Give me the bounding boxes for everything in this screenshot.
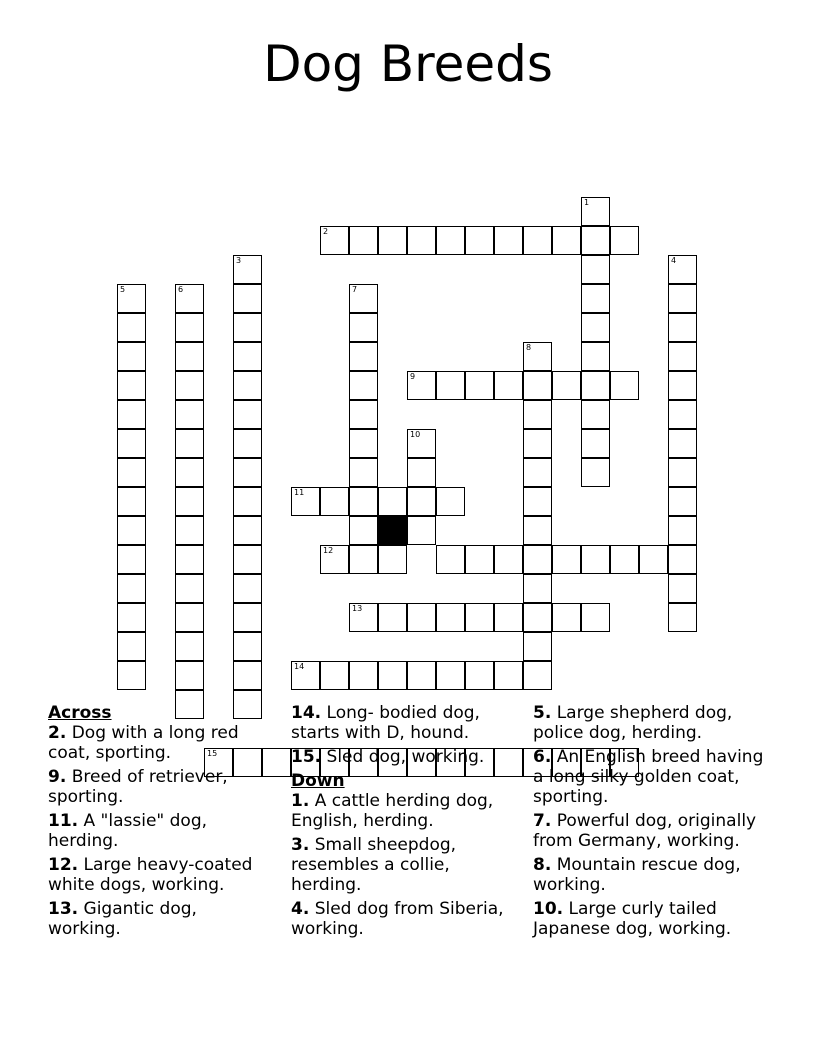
crossword-cell[interactable] xyxy=(436,371,465,400)
crossword-cell[interactable] xyxy=(668,255,697,284)
clue-number: 11 xyxy=(294,488,305,497)
clue-item xyxy=(533,855,773,895)
crossword-cell[interactable] xyxy=(465,545,494,574)
clue-number-label: 8. xyxy=(533,855,552,875)
clue-number-label: 12. xyxy=(48,855,79,875)
crossword-cell[interactable] xyxy=(349,458,378,487)
crossword-cell[interactable] xyxy=(668,458,697,487)
crossword-cell[interactable] xyxy=(349,661,378,690)
crossword-cell[interactable] xyxy=(523,342,552,371)
clue-item xyxy=(291,835,516,895)
crossword-cell[interactable] xyxy=(552,226,581,255)
clue-text: Breed of retriever, sporting. xyxy=(48,767,228,807)
crossword-cell[interactable] xyxy=(639,545,668,574)
crossword-cell[interactable] xyxy=(349,284,378,313)
crossword-cell[interactable] xyxy=(407,429,436,458)
crossword-cell[interactable] xyxy=(233,516,262,545)
crossword-cell[interactable] xyxy=(668,284,697,313)
crossword-cell[interactable] xyxy=(349,516,378,545)
crossword-cell[interactable] xyxy=(668,574,697,603)
crossword-cell[interactable] xyxy=(523,487,552,516)
down-clues-list xyxy=(291,791,516,939)
crossword-cell[interactable] xyxy=(175,313,204,342)
crossword-cell[interactable] xyxy=(581,429,610,458)
crossword-cell[interactable] xyxy=(436,603,465,632)
clue-text: Mountain rescue dog, working. xyxy=(533,855,741,895)
crossword-cell[interactable] xyxy=(552,371,581,400)
crossword-cell[interactable] xyxy=(610,226,639,255)
crossword-cell[interactable] xyxy=(436,487,465,516)
page-title: Dog Breeds xyxy=(263,35,553,93)
clue-item xyxy=(48,811,273,851)
crossword-cell[interactable] xyxy=(349,487,378,516)
crossword-cell[interactable] xyxy=(175,458,204,487)
crossword-cell[interactable] xyxy=(465,661,494,690)
clue-item xyxy=(291,791,516,831)
clue-text: Dog with a long red coat, sporting. xyxy=(48,723,239,763)
crossword-cell[interactable] xyxy=(349,226,378,255)
crossword-cell[interactable] xyxy=(436,661,465,690)
crossword-cell[interactable] xyxy=(320,487,349,516)
crossword-cell[interactable] xyxy=(233,371,262,400)
crossword-cell[interactable] xyxy=(523,516,552,545)
clue-number: 7 xyxy=(352,285,358,294)
crossword-cell[interactable] xyxy=(117,545,146,574)
crossword-cell[interactable] xyxy=(233,255,262,284)
clue-item xyxy=(48,855,273,895)
crossword-cell[interactable] xyxy=(378,487,407,516)
clue-item xyxy=(533,811,773,851)
crossword-cell[interactable] xyxy=(378,661,407,690)
clue-item xyxy=(291,703,516,743)
crossword-cell[interactable] xyxy=(668,545,697,574)
crossword-cell[interactable] xyxy=(320,661,349,690)
clue-number: 12 xyxy=(323,546,334,555)
crossword-cell[interactable] xyxy=(233,400,262,429)
crossword-cell[interactable] xyxy=(378,545,407,574)
clue-number: 6 xyxy=(178,285,184,294)
clue-number: 13 xyxy=(352,604,363,613)
crossword-cell[interactable] xyxy=(581,197,610,226)
crossword-cell[interactable] xyxy=(668,313,697,342)
crossword-cell[interactable] xyxy=(494,545,523,574)
crossword-cell[interactable] xyxy=(349,342,378,371)
crossword-cell[interactable] xyxy=(494,371,523,400)
clue-number-label: 10. xyxy=(533,899,564,919)
crossword-cell[interactable] xyxy=(465,603,494,632)
clue-text: Gigantic dog, working. xyxy=(48,899,197,939)
clue-number-label: 5. xyxy=(533,703,552,723)
crossword-cell[interactable] xyxy=(668,516,697,545)
clue-text: A "lassie" dog, herding. xyxy=(48,811,208,851)
crossword-cell[interactable] xyxy=(552,603,581,632)
clue-text: A cattle herding dog, English, herding. xyxy=(291,791,494,831)
crossword-cell[interactable] xyxy=(581,255,610,284)
crossword-cell[interactable] xyxy=(349,313,378,342)
crossword-cell[interactable] xyxy=(581,226,610,255)
clue-text: Small sheepdog, resembles a collie, herding. xyxy=(291,835,457,895)
crossword-cell[interactable] xyxy=(117,632,146,661)
crossword-cell[interactable] xyxy=(291,487,320,516)
crossword-cell[interactable] xyxy=(349,603,378,632)
clue-number-label: 3. xyxy=(291,835,310,855)
crossword-cell[interactable] xyxy=(117,487,146,516)
across-clues-list xyxy=(48,723,273,939)
crossword-cell[interactable] xyxy=(117,400,146,429)
crossword-cell[interactable] xyxy=(233,661,262,690)
crossword-cell[interactable] xyxy=(233,603,262,632)
crossword-cell[interactable] xyxy=(668,400,697,429)
crossword-cell[interactable] xyxy=(581,458,610,487)
clue-number-label: 9. xyxy=(48,767,67,787)
clue-text: Long- bodied dog, starts with D, hound. xyxy=(291,703,480,743)
crossword-cell[interactable] xyxy=(175,284,204,313)
crossword-cell[interactable] xyxy=(378,226,407,255)
crossword-cell[interactable] xyxy=(233,574,262,603)
crossword-cell[interactable] xyxy=(117,284,146,313)
crossword-cell[interactable] xyxy=(291,661,320,690)
crossword-cell[interactable] xyxy=(581,342,610,371)
clues-column-2 xyxy=(291,703,516,943)
clue-text: An English breed having a long silky golden coat, sporting. xyxy=(533,747,764,807)
clue-text: Large shepherd dog, police dog, herding. xyxy=(533,703,733,743)
clue-number-label: 4. xyxy=(291,899,310,919)
clue-number: 14 xyxy=(294,662,305,671)
crossword-cell[interactable] xyxy=(175,574,204,603)
crossword-cell[interactable] xyxy=(233,545,262,574)
crossword-cell[interactable] xyxy=(349,429,378,458)
clues-column-1 xyxy=(48,703,273,943)
crossword-cell[interactable] xyxy=(436,545,465,574)
crossword-cell[interactable] xyxy=(610,545,639,574)
clue-item xyxy=(48,767,273,807)
clue-text: Sled dog, working. xyxy=(321,747,485,767)
crossword-cell[interactable] xyxy=(610,371,639,400)
crossword-cell[interactable] xyxy=(233,429,262,458)
clue-item xyxy=(533,747,773,807)
crossword-cell[interactable] xyxy=(349,371,378,400)
crossword-cell[interactable] xyxy=(233,487,262,516)
crossword-cell[interactable] xyxy=(175,400,204,429)
crossword-cell[interactable] xyxy=(523,545,552,574)
crossword-cell[interactable] xyxy=(117,342,146,371)
crossword-cell[interactable] xyxy=(668,487,697,516)
clue-number: 4 xyxy=(671,256,677,265)
clue-item xyxy=(291,899,516,939)
crossword-cell[interactable] xyxy=(581,400,610,429)
crossword-cell[interactable] xyxy=(552,545,581,574)
crossword-cell[interactable] xyxy=(117,313,146,342)
crossword-cell[interactable] xyxy=(523,603,552,632)
crossword-cell[interactable] xyxy=(668,603,697,632)
down-clues-list-cont xyxy=(533,703,773,939)
crossword-cell[interactable] xyxy=(668,429,697,458)
crossword-cell[interactable] xyxy=(523,429,552,458)
crossword-cell[interactable] xyxy=(407,371,436,400)
clue-number-label: 6. xyxy=(533,747,552,767)
crossword-cell[interactable] xyxy=(523,226,552,255)
crossword-cell[interactable] xyxy=(523,632,552,661)
clue-number-label: 1. xyxy=(291,791,310,811)
crossword-cell[interactable] xyxy=(581,545,610,574)
crossword-cell[interactable] xyxy=(175,342,204,371)
clue-number-label: 15. xyxy=(291,747,322,767)
clue-number: 2 xyxy=(323,227,329,236)
clue-text: Powerful dog, originally from Germany, working. xyxy=(533,811,757,851)
crossword-cell[interactable] xyxy=(349,545,378,574)
crossword-cell[interactable] xyxy=(494,603,523,632)
crossword-cell[interactable] xyxy=(407,458,436,487)
clues-column-3 xyxy=(533,703,773,943)
crossword-cell[interactable] xyxy=(407,516,436,545)
crossword-cell[interactable] xyxy=(175,545,204,574)
crossword-cell[interactable] xyxy=(378,603,407,632)
crossword-cell[interactable] xyxy=(175,516,204,545)
crossword-cell[interactable] xyxy=(407,487,436,516)
crossword-cell[interactable] xyxy=(581,284,610,313)
clue-number-label: 2. xyxy=(48,723,67,743)
crossword-cell[interactable] xyxy=(407,603,436,632)
crossword-cell[interactable] xyxy=(581,603,610,632)
clue-number-label: 13. xyxy=(48,899,79,919)
crossword-cell[interactable] xyxy=(117,429,146,458)
crossword-cell[interactable] xyxy=(407,661,436,690)
crossword-cell[interactable] xyxy=(523,400,552,429)
black-square xyxy=(378,516,407,545)
crossword-cell[interactable] xyxy=(349,400,378,429)
crossword-cell[interactable] xyxy=(117,458,146,487)
crossword-cell[interactable] xyxy=(175,632,204,661)
clue-item xyxy=(533,703,773,743)
crossword-cell[interactable] xyxy=(581,313,610,342)
clue-text: Large heavy-coated white dogs, working. xyxy=(48,855,253,895)
crossword-cell[interactable] xyxy=(233,313,262,342)
crossword-cell[interactable] xyxy=(175,603,204,632)
crossword-cell[interactable] xyxy=(175,371,204,400)
crossword-cell[interactable] xyxy=(117,661,146,690)
crossword-cell[interactable] xyxy=(465,371,494,400)
clue-number: 9 xyxy=(410,372,416,381)
clue-item xyxy=(533,899,773,939)
crossword-cell[interactable] xyxy=(117,603,146,632)
crossword-cell[interactable] xyxy=(117,371,146,400)
down-heading: Down xyxy=(291,771,345,791)
across-clues-list-cont xyxy=(291,703,516,767)
clue-number-label: 14. xyxy=(291,703,322,723)
crossword-cell[interactable] xyxy=(320,226,349,255)
clue-number: 15 xyxy=(207,749,218,758)
clue-item xyxy=(48,899,273,939)
clue-item xyxy=(48,723,273,763)
clue-text: Sled dog from Siberia, working. xyxy=(291,899,504,939)
crossword-cell[interactable] xyxy=(233,632,262,661)
clue-item xyxy=(291,747,516,767)
crossword-cell[interactable] xyxy=(668,371,697,400)
crossword-cell[interactable] xyxy=(494,661,523,690)
crossword-cell[interactable] xyxy=(175,487,204,516)
crossword-cell[interactable] xyxy=(117,516,146,545)
clue-number: 3 xyxy=(236,256,242,265)
crossword-cell[interactable] xyxy=(523,661,552,690)
crossword-cell[interactable] xyxy=(175,661,204,690)
crossword-cell[interactable] xyxy=(175,429,204,458)
crossword-cell[interactable] xyxy=(320,545,349,574)
clue-number: 1 xyxy=(584,198,590,207)
crossword-cell[interactable] xyxy=(494,226,523,255)
clue-number-label: 11. xyxy=(48,811,79,831)
crossword-cell[interactable] xyxy=(233,342,262,371)
crossword-cell[interactable] xyxy=(668,342,697,371)
clue-number: 5 xyxy=(120,285,126,294)
crossword-cell[interactable] xyxy=(523,574,552,603)
crossword-cell[interactable] xyxy=(523,371,552,400)
crossword-cell[interactable] xyxy=(523,458,552,487)
crossword-cell[interactable] xyxy=(117,574,146,603)
crossword-cell[interactable] xyxy=(581,371,610,400)
clue-text: Large curly tailed Japanese dog, working. xyxy=(533,899,732,939)
crossword-cell[interactable] xyxy=(233,284,262,313)
crossword-cell[interactable] xyxy=(407,226,436,255)
clue-number: 10 xyxy=(410,430,421,439)
crossword-cell[interactable] xyxy=(233,458,262,487)
crossword-cell[interactable] xyxy=(436,226,465,255)
clue-number-label: 7. xyxy=(533,811,552,831)
across-heading: Across xyxy=(48,703,112,723)
crossword-cell[interactable] xyxy=(465,226,494,255)
clue-number: 8 xyxy=(526,343,532,352)
